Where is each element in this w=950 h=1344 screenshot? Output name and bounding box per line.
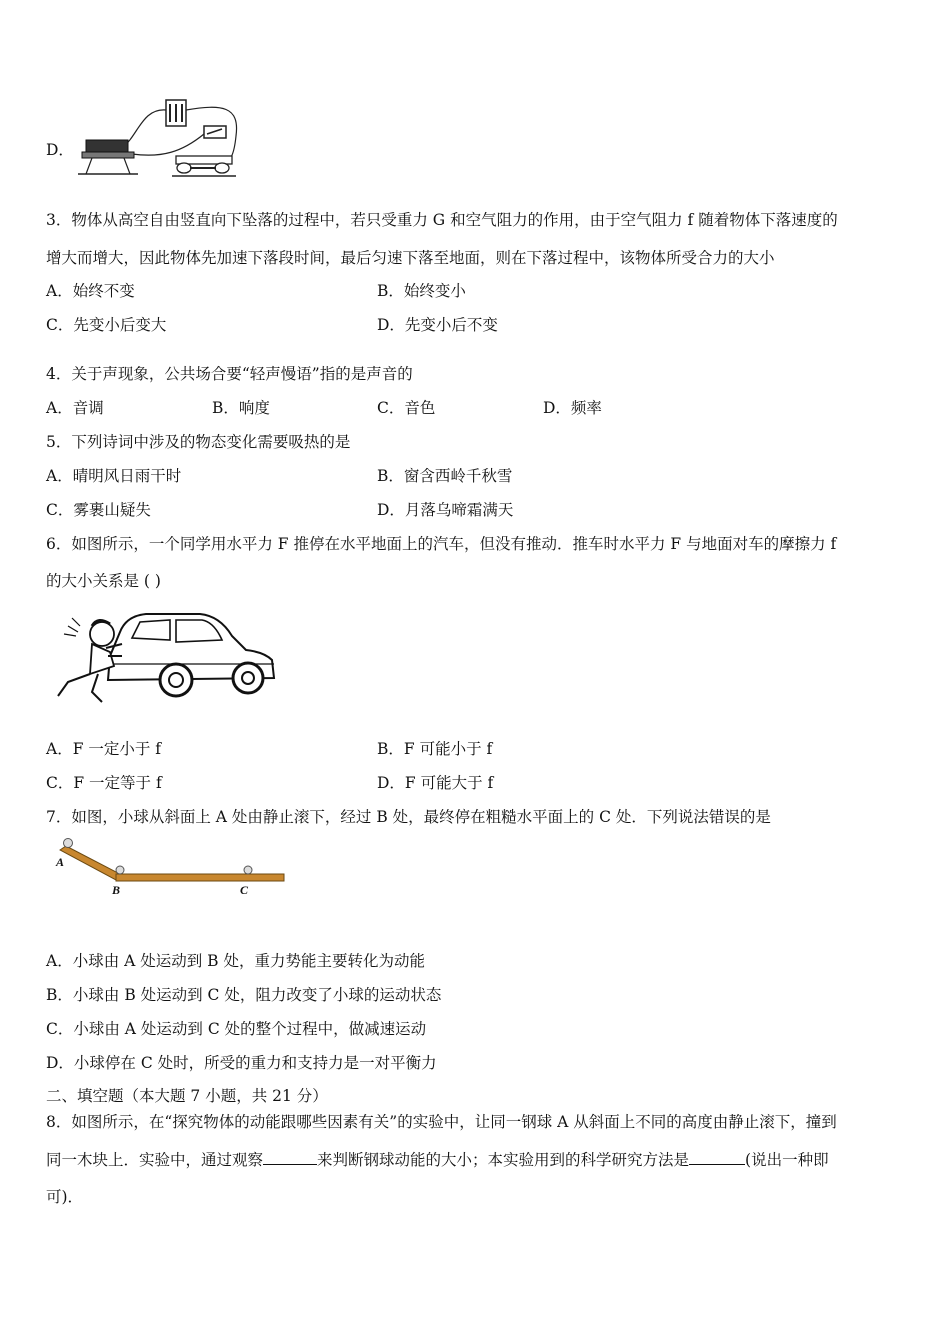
car-push-figure [50, 604, 282, 708]
horizontal-plane [116, 874, 284, 881]
q4-option-c: C．音色 [377, 399, 436, 417]
q4-stem: 4．关于声现象，公共场合要“轻声慢语”指的是声音的 [46, 365, 413, 383]
q3-option-a: A．始终不变 [46, 282, 135, 300]
q3-stem-line1: 3．物体从高空自由竖直向下坠落的过程中，若只受重力 G 和空气阻力的作用，由于空气阻力 f 随着物体下落速度的 [46, 211, 838, 229]
q7-option-a: A．小球由 A 处运动到 B 处，重力势能主要转化为动能 [46, 952, 425, 970]
q8-stem-line3: 可)． [46, 1188, 84, 1206]
q6-option-b: B．F 可能小于 f [377, 740, 493, 758]
q3-option-c: C．先变小后变大 [46, 316, 167, 334]
q5-option-b: B．窗含西岭千秋雪 [377, 467, 513, 485]
label-c: C [240, 883, 249, 897]
q6-option-a: A．F 一定小于 f [46, 740, 162, 758]
circuit-figure [72, 96, 242, 186]
q3-stem-line2: 增大而增大，因此物体先加速下落段时间，最后匀速下落至地面，则在下落过程中，该物体所受合力的大小 [46, 249, 775, 267]
q7-stem: 7．如图，小球从斜面上 A 处由静止滚下，经过 B 处，最终停在粗糙水平面上的 C 处．下列说法错误的是 [46, 808, 771, 826]
q3-option-d: D．先变小后不变 [377, 316, 498, 334]
q5-stem: 5．下列诗词中涉及的物态变化需要吸热的是 [46, 433, 351, 451]
q6-stem-line2: 的大小关系是 ( ) [46, 572, 161, 590]
q8-blank-1[interactable] [263, 1150, 317, 1165]
ball-at-a [64, 839, 73, 848]
magnet-block [86, 140, 128, 152]
ball-at-c [244, 866, 252, 874]
q7-option-b: B．小球由 B 处运动到 C 处，阻力改变了小球的运动状态 [46, 986, 442, 1004]
q4-option-a: A．音调 [46, 399, 104, 417]
q8-line2-part3: (说出一种即 [745, 1151, 829, 1169]
label-a: A [56, 855, 65, 869]
incline-figure [54, 836, 288, 898]
q8-stem-line2 [46, 1150, 829, 1170]
q2-option-d: D． [46, 141, 74, 159]
q8-stem-line1: 8．如图所示，在“探究物体的动能跟哪些因素有关”的实验中，让同一钢球 A 从斜面上不同的高度由静止滚下，撞到 [46, 1113, 837, 1131]
q8-blank-2[interactable] [689, 1150, 745, 1165]
ball-at-b [116, 866, 124, 874]
incline-ramp [60, 846, 120, 880]
label-b: B [112, 883, 121, 897]
q6-option-c: C．F 一定等于 f [46, 774, 162, 792]
q5-option-a: A．晴明风日雨干时 [46, 467, 182, 485]
q6-option-d: D．F 可能大于 f [377, 774, 494, 792]
q4-option-b: B．响度 [212, 399, 270, 417]
q4-option-d: D．频率 [543, 399, 602, 417]
section2-title: 二、填空题（本大题 7 小题，共 21 分） [46, 1087, 328, 1105]
q6-stem-line1: 6．如图所示，一个同学用水平力 F 推停在水平地面上的汽车，但没有推动．推车时水平力 F 与地面对车的摩擦力 f [46, 535, 837, 553]
q8-line2-part1: 同一木块上．实验中，通过观察 [46, 1151, 264, 1169]
q7-option-c: C．小球由 A 处运动到 C 处的整个过程中，做减速运动 [46, 1020, 427, 1038]
q5-option-d: D．月落乌啼霜满天 [377, 501, 514, 519]
q5-option-c: C．雾裹山疑失 [46, 501, 151, 519]
q3-option-b: B．始终变小 [377, 282, 466, 300]
q8-line2-part2: 来判断钢球动能的大小；本实验用到的科学研究方法是 [317, 1151, 690, 1169]
q7-option-d: D．小球停在 C 处时，所受的重力和支持力是一对平衡力 [46, 1054, 437, 1072]
